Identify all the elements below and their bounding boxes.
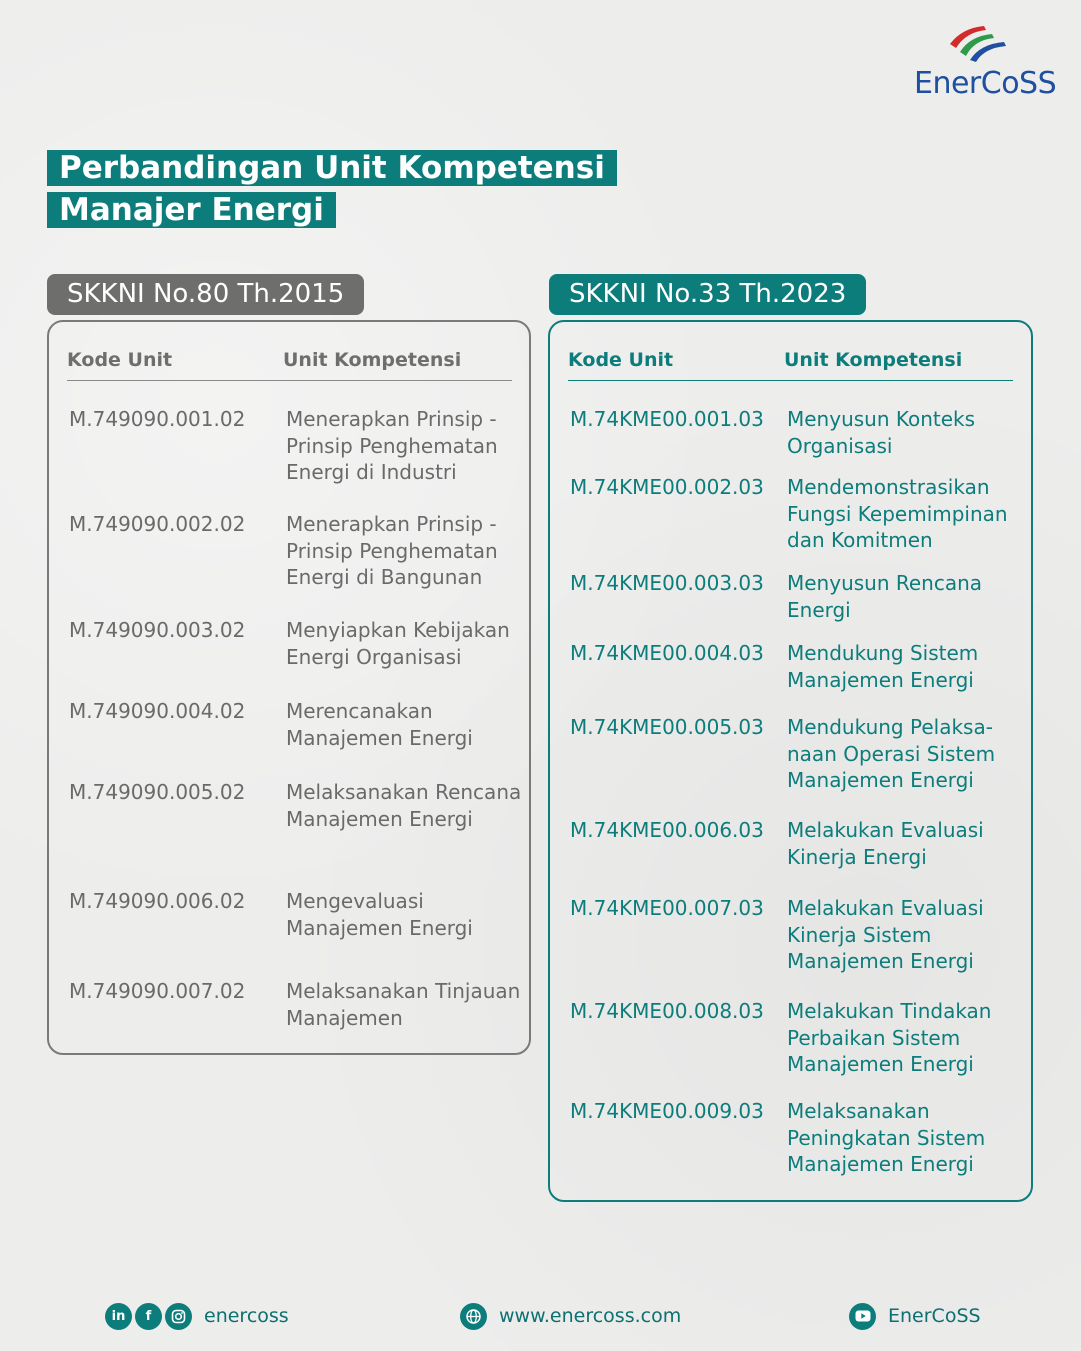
unit-code: M.749090.007.02 bbox=[69, 979, 246, 1003]
unit-code: M.749090.006.02 bbox=[69, 889, 246, 913]
table-header bbox=[568, 346, 1013, 381]
footer-website bbox=[460, 1302, 681, 1330]
column-header-unit: Unit Kompetensi bbox=[784, 349, 963, 371]
unit-name: Merencanakan Manajemen Energi bbox=[286, 699, 473, 750]
unit-code: M.74KME00.006.03 bbox=[570, 818, 764, 842]
youtube-icon[interactable] bbox=[849, 1303, 876, 1330]
linkedin-icon[interactable]: in bbox=[105, 1303, 132, 1330]
unit-code: M.74KME00.003.03 bbox=[570, 571, 764, 595]
unit-name: Melakukan Evaluasi Kinerja Sistem Manajemen Energi bbox=[787, 896, 984, 973]
logo-stripes-icon bbox=[948, 22, 1010, 62]
instagram-icon[interactable] bbox=[165, 1303, 192, 1330]
unit-name: Menerapkan Prinsip - Prinsip Penghematan Energi di Industri bbox=[286, 407, 498, 484]
enercoss-logo bbox=[912, 22, 1057, 102]
unit-code: M.74KME00.008.03 bbox=[570, 999, 764, 1023]
unit-name: Melaksanakan Rencana Manajemen Energi bbox=[286, 780, 522, 831]
social-handle[interactable]: enercoss bbox=[204, 1305, 289, 1327]
page-title-line-2: Manajer Energi bbox=[47, 192, 336, 228]
unit-code: M.749090.004.02 bbox=[69, 699, 246, 723]
facebook-icon[interactable]: f bbox=[135, 1303, 162, 1330]
unit-code: M.749090.002.02 bbox=[69, 512, 246, 536]
unit-code: M.749090.005.02 bbox=[69, 780, 246, 804]
column-header-unit: Unit Kompetensi bbox=[283, 349, 462, 371]
unit-name: Menerapkan Prinsip - Prinsip Penghematan Energi di Bangunan bbox=[286, 512, 498, 589]
unit-name: Melaksanakan Peningkatan Sistem Manajemen Energi bbox=[787, 1099, 986, 1176]
youtube-channel[interactable]: EnerCoSS bbox=[888, 1305, 981, 1327]
globe-icon bbox=[460, 1303, 487, 1330]
website-link[interactable]: www.enercoss.com bbox=[499, 1305, 682, 1327]
column-header-code: Kode Unit bbox=[67, 349, 173, 371]
new-standard-table bbox=[548, 320, 1033, 1202]
footer-social bbox=[105, 1302, 289, 1330]
table-header bbox=[67, 346, 512, 381]
unit-name: Mengevaluasi Manajemen Energi bbox=[286, 889, 473, 940]
unit-name: Mendukung Pelaksa-naan Operasi Sistem Manajemen Energi bbox=[787, 715, 996, 792]
old-standard-badge: SKKNI No.80 Th.2015 bbox=[47, 274, 364, 315]
new-standard-badge: SKKNI No.33 Th.2023 bbox=[549, 274, 866, 315]
page-title-line-1: Perbandingan Unit Kompetensi bbox=[47, 150, 617, 186]
footer-youtube bbox=[849, 1302, 981, 1330]
unit-code: M.749090.001.02 bbox=[69, 407, 246, 431]
unit-code: M.74KME00.007.03 bbox=[570, 896, 764, 920]
unit-code: M.74KME00.005.03 bbox=[570, 715, 764, 739]
unit-code: M.749090.003.02 bbox=[69, 618, 246, 642]
unit-code: M.74KME00.002.03 bbox=[570, 475, 764, 499]
column-header-code: Kode Unit bbox=[568, 349, 674, 371]
unit-code: M.74KME00.001.03 bbox=[570, 407, 764, 431]
unit-name: Mendukung Sistem Manajemen Energi bbox=[787, 641, 979, 692]
unit-name: Menyusun Rencana Energi bbox=[787, 571, 983, 622]
unit-name: Melakukan Evaluasi Kinerja Energi bbox=[787, 818, 984, 869]
unit-code: M.74KME00.009.03 bbox=[570, 1099, 764, 1123]
unit-code: M.74KME00.004.03 bbox=[570, 641, 764, 665]
unit-name: Menyiapkan Kebijakan Energi Organisasi bbox=[286, 618, 510, 669]
unit-name: Mendemonstrasikan Fungsi Kepemimpinan dan Komitmen bbox=[787, 475, 1008, 552]
unit-name: Menyusun Konteks Organisasi bbox=[787, 407, 976, 458]
old-standard-table bbox=[47, 320, 531, 1055]
logo-text: EnerCoSS bbox=[914, 66, 1057, 101]
unit-name: Melaksanakan Tinjauan Manajemen bbox=[286, 979, 521, 1030]
unit-name: Melakukan Tindakan Perbaikan Sistem Manajemen Energi bbox=[787, 999, 992, 1076]
